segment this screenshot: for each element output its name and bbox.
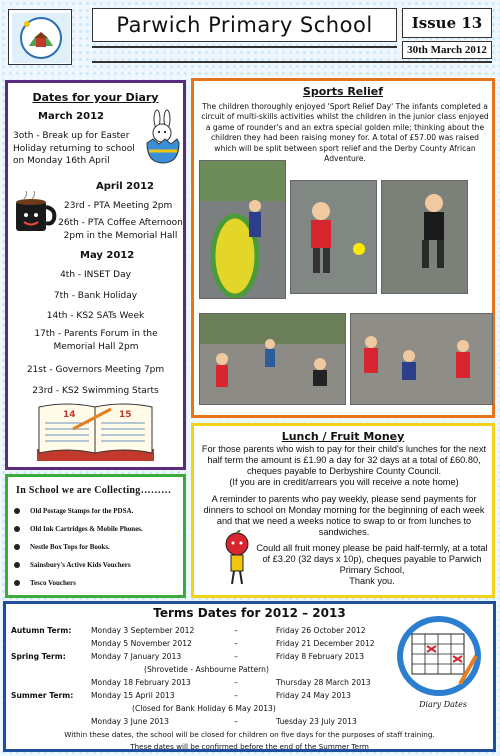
sports-photo	[199, 160, 286, 299]
list-item-label: Nestle Box Tops for Books.	[30, 543, 110, 551]
term-label: Summer Term:	[11, 691, 74, 700]
terms-title: Terms Dates for 2012 – 2013	[153, 606, 346, 620]
sports-photo	[350, 313, 493, 405]
bullet-icon	[14, 544, 20, 550]
diary-item: 26th - PTA Coffee Afternoon 2pm in the Memorial Hall	[58, 218, 183, 241]
bullet-icon	[14, 562, 20, 568]
diary-title: Dates for your Diary	[32, 91, 159, 104]
sports-relief-panel	[191, 78, 495, 418]
lunch-paragraph: For those parents who wish to pay for their child's lunches for the next half term the amount is £1.90 a day for 32 days at a total of £60.80, cheques payable to Derbyshire County Council.	[201, 444, 487, 476]
term-end: Thursday 28 March 2013	[276, 678, 371, 687]
lunch-paragraph: A reminder to parents who pay weekly, please send payments for dinners to school on Monday morning for the beginning of each week and that we need a weeks notice to swap to or from lunches to sandwiches.	[203, 494, 485, 537]
collecting-panel	[5, 474, 186, 598]
dash: –	[234, 639, 238, 648]
list-item	[14, 543, 110, 551]
issue-number: Issue 13	[402, 8, 492, 38]
list-item-label: Sainsbury's Active Kids Vouchers	[30, 561, 131, 569]
diary-item: 23rd - KS2 Swimming Starts	[32, 386, 159, 396]
term-dates-panel	[3, 601, 496, 752]
term-end: Friday 8 February 2013	[276, 652, 365, 661]
lunch-money-panel	[191, 423, 495, 598]
school-logo	[8, 9, 72, 65]
month-heading: May 2012	[80, 250, 135, 261]
term-start: Monday 18 February 2013	[91, 678, 191, 687]
issue-date: 30th March 2012	[402, 41, 492, 59]
term-start: Monday 3 September 2012	[91, 626, 195, 635]
terms-footnote: Within these dates, the school will be closed for children on five days for the purposes of staff training.	[64, 730, 435, 739]
header-rule	[92, 46, 397, 48]
sports-photo	[290, 180, 377, 294]
svg-text:14: 14	[63, 410, 76, 420]
sports-title: Sports Relief	[302, 85, 384, 98]
svg-text:15: 15	[119, 410, 132, 420]
bullet-icon	[14, 508, 20, 514]
term-start: Monday 5 November 2012	[91, 639, 192, 648]
list-item	[14, 525, 143, 533]
diary-item: 17th - Parents Forum in the Memorial Hall 2pm	[34, 329, 158, 352]
term-end: Friday 26 October 2012	[276, 626, 366, 635]
term-start: Monday 3 June 2013	[91, 717, 169, 726]
diary-item: 14th - KS2 SATs Week	[46, 311, 145, 321]
lunch-paragraph: Could all fruit money please be paid half-termly, at a total of £3.20 (32 days x 10p), cheques payable to Parwich Primary School,	[256, 543, 488, 575]
diary-item: 23rd - PTA Meeting 2pm	[64, 201, 173, 211]
list-item	[14, 507, 133, 515]
diary-dates-caption: Diary Dates	[419, 700, 467, 709]
term-start: Monday 15 April 2013	[91, 691, 175, 700]
dash: –	[234, 652, 238, 661]
diary-item: 7th - Bank Holiday	[53, 291, 138, 301]
month-heading: March 2012	[38, 111, 104, 122]
term-note: (Closed for Bank Holiday 6 May 2013)	[132, 704, 276, 713]
term-note: (Shrovetide - Ashbourne Pattern)	[144, 665, 269, 674]
bullet-icon	[14, 526, 20, 532]
terms-footnote: These dates will be confirmed before the end of the Summer Term	[130, 742, 369, 751]
term-end: Friday 21 December 2012	[276, 639, 375, 648]
diary-panel	[5, 80, 186, 470]
header-rule	[92, 61, 492, 63]
term-label: Autumn Term:	[11, 626, 72, 635]
open-diary-icon	[33, 399, 158, 465]
list-item-label: Tesco Vouchers	[30, 579, 76, 587]
mug-icon	[12, 191, 58, 237]
collecting-title: In School we are Collecting………	[16, 485, 172, 496]
list-item	[14, 579, 76, 587]
lunch-thanks: Thank you.	[349, 576, 395, 586]
dash: –	[234, 626, 238, 635]
sports-photo	[199, 313, 346, 405]
term-end: Tuesday 23 July 2013	[276, 717, 357, 726]
lunch-paragraph-note: (If you are in credit/arrears you will receive a note home)	[229, 477, 459, 487]
sports-photo	[381, 180, 468, 294]
newsletter-title: Parwich Primary School	[92, 8, 397, 42]
sports-body: The children thoroughly enjoyed 'Sport Relief Day' The infants completed a circuit of multi-skills activities whilst the children in the junior class enjoyed a game of rounder's and an extra special golden mile; thinking about the children they had been raising money for. A total of £57.00 was raised which will be split between sport relief and the Derby County African Adventure.	[201, 102, 489, 164]
list-item-label: Old Ink Cartridges & Mobile Phones.	[30, 525, 143, 533]
list-item-label: Old Postage Stamps for the PDSA.	[30, 507, 134, 515]
calendar-icon	[394, 612, 484, 708]
dash: –	[234, 717, 238, 726]
term-end: Friday 24 May 2013	[276, 691, 351, 700]
dash: –	[234, 691, 238, 700]
apple-character-icon	[224, 530, 250, 586]
easter-bunny-egg-icon	[143, 109, 183, 165]
bullet-icon	[14, 580, 20, 586]
lunch-title: Lunch / Fruit Money	[281, 430, 405, 443]
diary-item: 21st - Governors Meeting 7pm	[26, 365, 165, 375]
term-label: Spring Term:	[11, 652, 66, 661]
diary-item: 3oth - Break up for Easter Holiday returning to school on Monday 16th April	[13, 131, 135, 166]
dash: –	[234, 678, 238, 687]
month-heading: April 2012	[96, 181, 154, 192]
list-item	[14, 561, 131, 569]
term-start: Monday 7 January 2013	[91, 652, 182, 661]
diary-item: 4th - INSET Day	[60, 270, 131, 280]
